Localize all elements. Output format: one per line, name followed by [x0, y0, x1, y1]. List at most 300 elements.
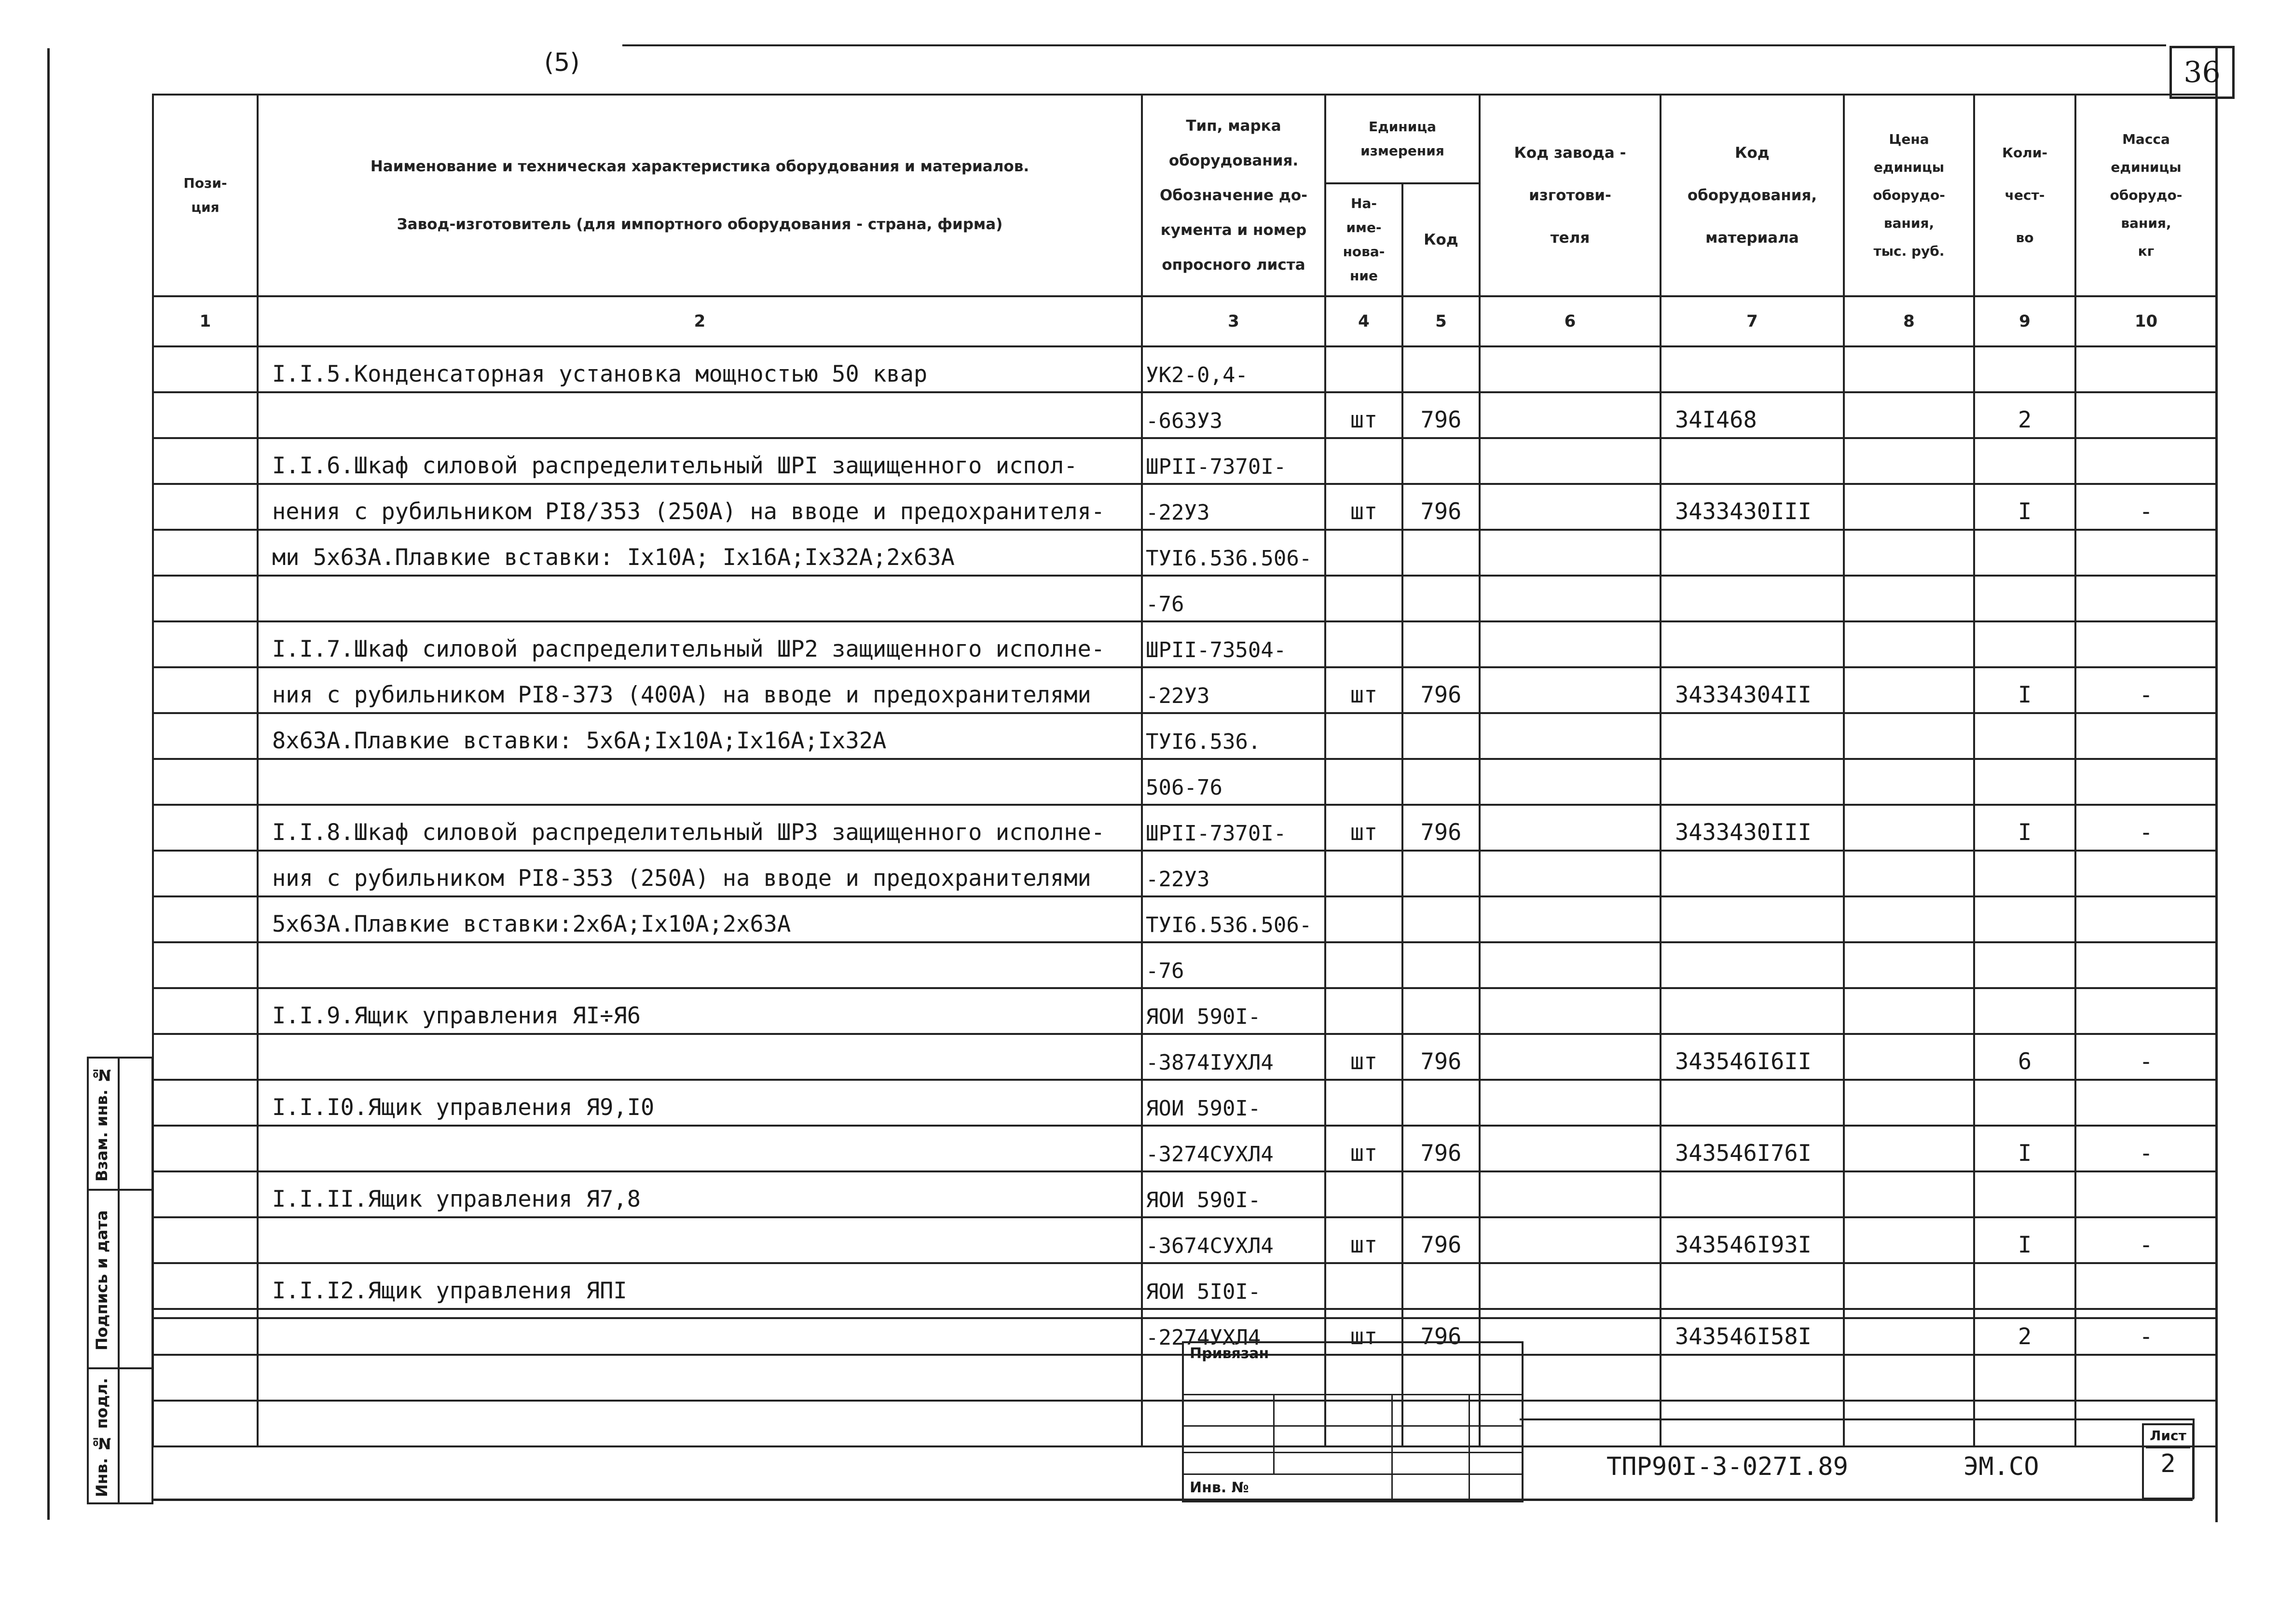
cell-mass [2075, 1263, 2217, 1309]
table-body [153, 346, 2217, 1446]
cell-ucode [1402, 530, 1480, 576]
cell-code: 343546I6II [1661, 1034, 1844, 1080]
cell-name: I.I.5.Конденсаторная установка мощностью 50 квар [258, 346, 1142, 392]
cell-type: -22У3 [1142, 851, 1325, 896]
cell-ucode [1402, 576, 1480, 621]
cell-unit: шт [1325, 1217, 1402, 1263]
cell-type: ЯОИ 590I- [1142, 1171, 1325, 1217]
cell-qty [1974, 621, 2075, 667]
title-block-line [1520, 1418, 2193, 1420]
table-row [153, 1263, 2217, 1309]
cell-mass [2075, 621, 2217, 667]
header-mass [2075, 95, 2217, 296]
cell-ucode [1402, 1263, 1480, 1309]
header-unit-name [1325, 183, 1402, 296]
cell-name: I.I.I2.Ящик управления ЯПI [258, 1263, 1142, 1309]
cell-ucode [1402, 759, 1480, 805]
column-number: 2 [258, 296, 1142, 346]
cell-mass: - [2075, 1217, 2217, 1263]
table-row [153, 392, 2217, 438]
cell-code [1661, 713, 1844, 759]
cell-code: 3433430III [1661, 805, 1844, 851]
table-bottom-line [152, 1317, 2216, 1319]
cell-unit: шт [1325, 805, 1402, 851]
column-number: 1 [153, 296, 258, 346]
cell-code [1661, 1355, 1844, 1401]
cell-unit [1325, 346, 1402, 392]
table-row [153, 851, 2217, 896]
cell-pos [153, 1034, 258, 1080]
header-name-text: Наименование и техническая характеристика оборудования и материалов. Завод-изготовитель (для импортного оборудования - страна, фирма) [370, 158, 1030, 233]
privyazan-stamp [1182, 1341, 1524, 1502]
cell-qty [1974, 576, 2075, 621]
cell-name [258, 1034, 1142, 1080]
cell-qty [1974, 1263, 2075, 1309]
header-price-text: Цена единицы оборудо- вания, тыс. руб. [1873, 131, 1945, 259]
cell-qty [1974, 438, 2075, 484]
cell-unit [1325, 621, 1402, 667]
cell-unit [1325, 576, 1402, 621]
cell-factory [1480, 759, 1661, 805]
cell-pos [153, 713, 258, 759]
cell-type: ШРII-7370I- [1142, 805, 1325, 851]
cell-mass: - [2075, 1126, 2217, 1171]
cell-ucode: 796 [1402, 1034, 1480, 1080]
cell-code [1661, 1401, 1844, 1446]
cell-type: 506-76 [1142, 759, 1325, 805]
cell-code [1661, 851, 1844, 896]
table-row [153, 346, 2217, 392]
table-row [153, 896, 2217, 942]
cell-mass [2075, 942, 2217, 988]
list-label: Лист [2146, 1425, 2190, 1448]
cell-unit: шт [1325, 667, 1402, 713]
cell-factory [1480, 1034, 1661, 1080]
column-number: 9 [1974, 296, 2075, 346]
cell-pos [153, 942, 258, 988]
cell-mass [2075, 346, 2217, 392]
specification-table [152, 94, 2218, 1447]
left-frame-line [47, 48, 50, 1520]
header-factory-code [1480, 95, 1661, 296]
cell-code: 34I468 [1661, 392, 1844, 438]
cell-price [1844, 621, 1974, 667]
cell-price [1844, 1217, 1974, 1263]
cell-ucode [1402, 1080, 1480, 1126]
cell-code [1661, 576, 1844, 621]
table-row [153, 1217, 2217, 1263]
cell-price [1844, 484, 1974, 530]
cell-ucode: 796 [1402, 484, 1480, 530]
table-row [153, 621, 2217, 667]
cell-price [1844, 1263, 1974, 1309]
cell-pos [153, 988, 258, 1034]
header-price [1844, 95, 1974, 296]
cell-factory [1480, 1263, 1661, 1309]
cell-type: -76 [1142, 576, 1325, 621]
cell-name [258, 1355, 1142, 1401]
cell-name: I.I.9.Ящик управления ЯI÷Я6 [258, 988, 1142, 1034]
cell-type: -3674СУХЛ4 [1142, 1217, 1325, 1263]
cell-pos [153, 759, 258, 805]
cell-pos [153, 392, 258, 438]
cell-mass [2075, 438, 2217, 484]
cell-name: ния с рубильником PI8-373 (400A) на вводе и предохранителями [258, 667, 1142, 713]
cell-qty [1974, 530, 2075, 576]
cell-price [1844, 1171, 1974, 1217]
cell-mass [2075, 530, 2217, 576]
cell-name [258, 576, 1142, 621]
table-row [153, 576, 2217, 621]
cell-factory [1480, 896, 1661, 942]
cell-qty [1974, 942, 2075, 988]
cell-type: ЯОИ 590I- [1142, 1080, 1325, 1126]
cell-name: 8x63A.Плавкие вставки: 5x6A;Ix10A;Ix16A;Ix32A [258, 713, 1142, 759]
cell-code [1661, 942, 1844, 988]
cell-name: I.I.7.Шкаф силовой распределительный ШР2 защищенного исполне- [258, 621, 1142, 667]
cell-factory [1480, 1217, 1661, 1263]
cell-name [258, 1126, 1142, 1171]
cell-name: I.I.II.Ящик управления Я7,8 [258, 1171, 1142, 1217]
cell-name: ния с рубильником PI8-353 (250A) на вводе и предохранителями [258, 851, 1142, 896]
cell-qty: 2 [1974, 1309, 2075, 1355]
cell-pos [153, 851, 258, 896]
cell-unit [1325, 942, 1402, 988]
table-row [153, 713, 2217, 759]
cell-factory [1480, 713, 1661, 759]
cell-type: -2274УХЛ4 [1142, 1309, 1325, 1355]
cell-unit [1325, 530, 1402, 576]
cell-name: I.I.6.Шкаф силовой распределительный ШРI защищенного испол- [258, 438, 1142, 484]
cell-name: I.I.8.Шкаф силовой распределительный ШР3 защищенного исполне- [258, 805, 1142, 851]
cell-factory [1480, 1126, 1661, 1171]
cell-mass [2075, 576, 2217, 621]
cell-price [1844, 530, 1974, 576]
cell-price [1844, 942, 1974, 988]
cell-qty [1974, 1171, 2075, 1217]
cell-code [1661, 1171, 1844, 1217]
sheet-number: 36 [2169, 46, 2235, 99]
cell-price [1844, 1355, 1974, 1401]
cell-ucode: 796 [1402, 805, 1480, 851]
cell-mass [2075, 713, 2217, 759]
cell-factory [1480, 576, 1661, 621]
inv-vzam-label: Взам. инв. № [93, 1065, 111, 1182]
header-unit-group [1325, 95, 1480, 183]
cell-unit [1325, 1263, 1402, 1309]
cell-name [258, 1401, 1142, 1446]
cell-qty: 2 [1974, 392, 2075, 438]
cell-pos [153, 667, 258, 713]
cell-factory [1480, 805, 1661, 851]
cell-mass [2075, 851, 2217, 896]
cell-code: 3433430III [1661, 484, 1844, 530]
cell-ucode: 796 [1402, 1126, 1480, 1171]
cell-code: 343546I93I [1661, 1217, 1844, 1263]
cell-factory [1480, 484, 1661, 530]
cell-price [1844, 713, 1974, 759]
cell-factory [1480, 988, 1661, 1034]
cell-pos [153, 1126, 258, 1171]
column-number-row [153, 296, 2217, 346]
cell-pos [153, 621, 258, 667]
cell-qty [1974, 1080, 2075, 1126]
cell-price [1844, 759, 1974, 805]
cell-name [258, 1309, 1142, 1355]
table-row [153, 759, 2217, 805]
header-unit-code-text: Код [1424, 231, 1458, 248]
top-frame-line [622, 44, 2166, 46]
header-type-text: Тип, марка оборудования. Обозначение до- кумента и номер опросного листа [1159, 117, 1308, 274]
cell-qty [1974, 988, 2075, 1034]
table-row [153, 1171, 2217, 1217]
cell-qty [1974, 1401, 2075, 1446]
bottom-frame-line [152, 1499, 2193, 1501]
cell-unit: шт [1325, 392, 1402, 438]
cell-type: ТУI6.536.506- [1142, 530, 1325, 576]
column-number: 3 [1142, 296, 1325, 346]
cell-ucode [1402, 942, 1480, 988]
cell-qty: 6 [1974, 1034, 2075, 1080]
cell-code [1661, 896, 1844, 942]
cell-qty: I [1974, 805, 2075, 851]
cell-mass: - [2075, 484, 2217, 530]
cell-code [1661, 1080, 1844, 1126]
cell-pos [153, 1355, 258, 1401]
cell-ucode [1402, 713, 1480, 759]
cell-ucode: 796 [1402, 1217, 1480, 1263]
cell-name: I.I.I0.Ящик управления Я9,I0 [258, 1080, 1142, 1126]
header-position [153, 95, 258, 296]
cell-type: -3274СУХЛ4 [1142, 1126, 1325, 1171]
header-name [258, 95, 1142, 296]
cell-ucode: 796 [1402, 1309, 1480, 1355]
cell-mass [2075, 1355, 2217, 1401]
cell-ucode [1402, 851, 1480, 896]
cell-ucode [1402, 1171, 1480, 1217]
table-row [153, 805, 2217, 851]
cell-unit [1325, 1080, 1402, 1126]
cell-unit: шт [1325, 1309, 1402, 1355]
cell-price [1844, 576, 1974, 621]
cell-pos [153, 1263, 258, 1309]
cell-type: -22У3 [1142, 667, 1325, 713]
table-row [153, 438, 2217, 484]
sign-date-label: Подпись и дата [93, 1210, 111, 1351]
cell-pos [153, 805, 258, 851]
cell-unit: шт [1325, 1126, 1402, 1171]
cell-qty: I [1974, 1217, 2075, 1263]
table-row [153, 530, 2217, 576]
list-number: 2 [2160, 1449, 2176, 1478]
document-id: ТПР90I-3-027I.89 [1606, 1452, 1848, 1481]
cell-code [1661, 346, 1844, 392]
cell-unit [1325, 759, 1402, 805]
column-number: 6 [1480, 296, 1661, 346]
cell-type: -663У3 [1142, 392, 1325, 438]
cell-unit: шт [1325, 1034, 1402, 1080]
cell-factory [1480, 1080, 1661, 1126]
cell-price [1844, 1309, 1974, 1355]
cell-ucode [1402, 988, 1480, 1034]
inv-no-label: Инв. № [1190, 1479, 1249, 1496]
cell-mass [2075, 1171, 2217, 1217]
cell-qty: I [1974, 667, 2075, 713]
cell-mass: - [2075, 667, 2217, 713]
cell-ucode [1402, 896, 1480, 942]
inv-podl-label: Инв. № подл. [93, 1377, 111, 1497]
cell-price [1844, 988, 1974, 1034]
cell-code [1661, 1263, 1844, 1309]
cell-factory [1480, 667, 1661, 713]
privyazan-label: Привязан [1190, 1345, 1269, 1362]
cell-unit [1325, 896, 1402, 942]
cell-price [1844, 805, 1974, 851]
cell-type: ШРII-7370I- [1142, 438, 1325, 484]
cell-price [1844, 896, 1974, 942]
header-unit-name-text: На- име- нова- ние [1343, 195, 1385, 284]
cell-pos [153, 576, 258, 621]
table-row [153, 484, 2217, 530]
header-position-text: Пози- ция [183, 175, 227, 215]
cell-pos [153, 484, 258, 530]
cell-name [258, 1217, 1142, 1263]
cell-qty [1974, 346, 2075, 392]
cell-mass [2075, 759, 2217, 805]
cell-mass: - [2075, 805, 2217, 851]
cell-type: ТУI6.536.506- [1142, 896, 1325, 942]
header-quantity-text: Коли- чест- во [2002, 145, 2047, 246]
cell-price [1844, 1034, 1974, 1080]
cell-name: ми 5x63A.Плавкие вставки: Ix10A; Ix16A;Ix32A;2x63A [258, 530, 1142, 576]
cell-name [258, 759, 1142, 805]
cell-type: -76 [1142, 942, 1325, 988]
cell-factory [1480, 392, 1661, 438]
cell-qty [1974, 759, 2075, 805]
header-equipment-code-text: Код оборудования, материала [1687, 144, 1817, 247]
cell-code [1661, 759, 1844, 805]
table-row [153, 667, 2217, 713]
document-section: ЭМ.СО [1963, 1452, 2039, 1481]
cell-ucode: 796 [1402, 667, 1480, 713]
cell-factory [1480, 1171, 1661, 1217]
cell-pos [153, 1080, 258, 1126]
cell-pos [153, 1401, 258, 1446]
cell-qty [1974, 851, 2075, 896]
cell-code: 343546I58I [1661, 1309, 1844, 1355]
cell-pos [153, 896, 258, 942]
cell-mass [2075, 988, 2217, 1034]
cell-type: УК2-0,4- [1142, 346, 1325, 392]
column-number: 7 [1661, 296, 1844, 346]
cell-code: 343546I76I [1661, 1126, 1844, 1171]
cell-qty: I [1974, 1126, 2075, 1171]
cell-ucode: 796 [1402, 392, 1480, 438]
cell-price [1844, 851, 1974, 896]
cell-price [1844, 1080, 1974, 1126]
cell-price [1844, 1126, 1974, 1171]
cell-unit [1325, 1171, 1402, 1217]
cell-price [1844, 1401, 1974, 1446]
cell-name [258, 942, 1142, 988]
cell-pos [153, 438, 258, 484]
cell-mass: - [2075, 1309, 2217, 1355]
cell-code [1661, 988, 1844, 1034]
header-unit-group-text: Единица измерения [1360, 119, 1444, 159]
side-strip [87, 1057, 153, 1504]
table-row [153, 942, 2217, 988]
cell-pos [153, 1171, 258, 1217]
cell-mass [2075, 1080, 2217, 1126]
table-row [153, 988, 2217, 1034]
cell-ucode [1402, 621, 1480, 667]
column-number: 8 [1844, 296, 1974, 346]
cell-qty: I [1974, 484, 2075, 530]
column-number: 10 [2075, 296, 2217, 346]
cell-pos [153, 1309, 258, 1355]
cell-code: 34334304II [1661, 667, 1844, 713]
cell-factory [1480, 346, 1661, 392]
cell-pos [153, 1217, 258, 1263]
cell-mass [2075, 392, 2217, 438]
cell-price [1844, 346, 1974, 392]
cell-pos [153, 530, 258, 576]
cell-code [1661, 621, 1844, 667]
table-row [153, 1080, 2217, 1126]
header-type [1142, 95, 1325, 296]
cell-qty [1974, 896, 2075, 942]
cell-unit [1325, 438, 1402, 484]
cell-name: нения с рубильником PI8/353 (250A) на вводе и предохранителя- [258, 484, 1142, 530]
cell-type: ШРII-73504- [1142, 621, 1325, 667]
cell-price [1844, 667, 1974, 713]
cell-factory [1480, 530, 1661, 576]
header-unit-code [1402, 183, 1480, 296]
cell-factory [1480, 621, 1661, 667]
cell-name: 5x63A.Плавкие вставки:2x6A;Ix10A;2x63A [258, 896, 1142, 942]
cell-factory [1480, 438, 1661, 484]
cell-unit: шт [1325, 484, 1402, 530]
cell-type: ТУI6.536. [1142, 713, 1325, 759]
cell-factory [1480, 942, 1661, 988]
top-mark: (5) [544, 48, 580, 77]
cell-unit [1325, 988, 1402, 1034]
cell-code [1661, 438, 1844, 484]
cell-type: -22У3 [1142, 484, 1325, 530]
cell-qty [1974, 1355, 2075, 1401]
cell-unit [1325, 713, 1402, 759]
cell-type: ЯОИ 590I- [1142, 988, 1325, 1034]
header-quantity [1974, 95, 2075, 296]
cell-price [1844, 438, 1974, 484]
cell-code [1661, 530, 1844, 576]
cell-type: -3874IУХЛ4 [1142, 1034, 1325, 1080]
table-row [153, 1126, 2217, 1171]
header-equipment-code [1661, 95, 1844, 296]
cell-type: ЯОИ 5I0I- [1142, 1263, 1325, 1309]
column-number: 5 [1402, 296, 1480, 346]
cell-qty [1974, 713, 2075, 759]
cell-factory [1480, 851, 1661, 896]
header-factory-code-text: Код завода - изготови- теля [1514, 144, 1626, 247]
column-number: 4 [1325, 296, 1402, 346]
cell-name [258, 392, 1142, 438]
cell-unit [1325, 851, 1402, 896]
cell-mass [2075, 896, 2217, 942]
cell-mass: - [2075, 1034, 2217, 1080]
cell-ucode [1402, 346, 1480, 392]
list-box [2142, 1423, 2194, 1500]
